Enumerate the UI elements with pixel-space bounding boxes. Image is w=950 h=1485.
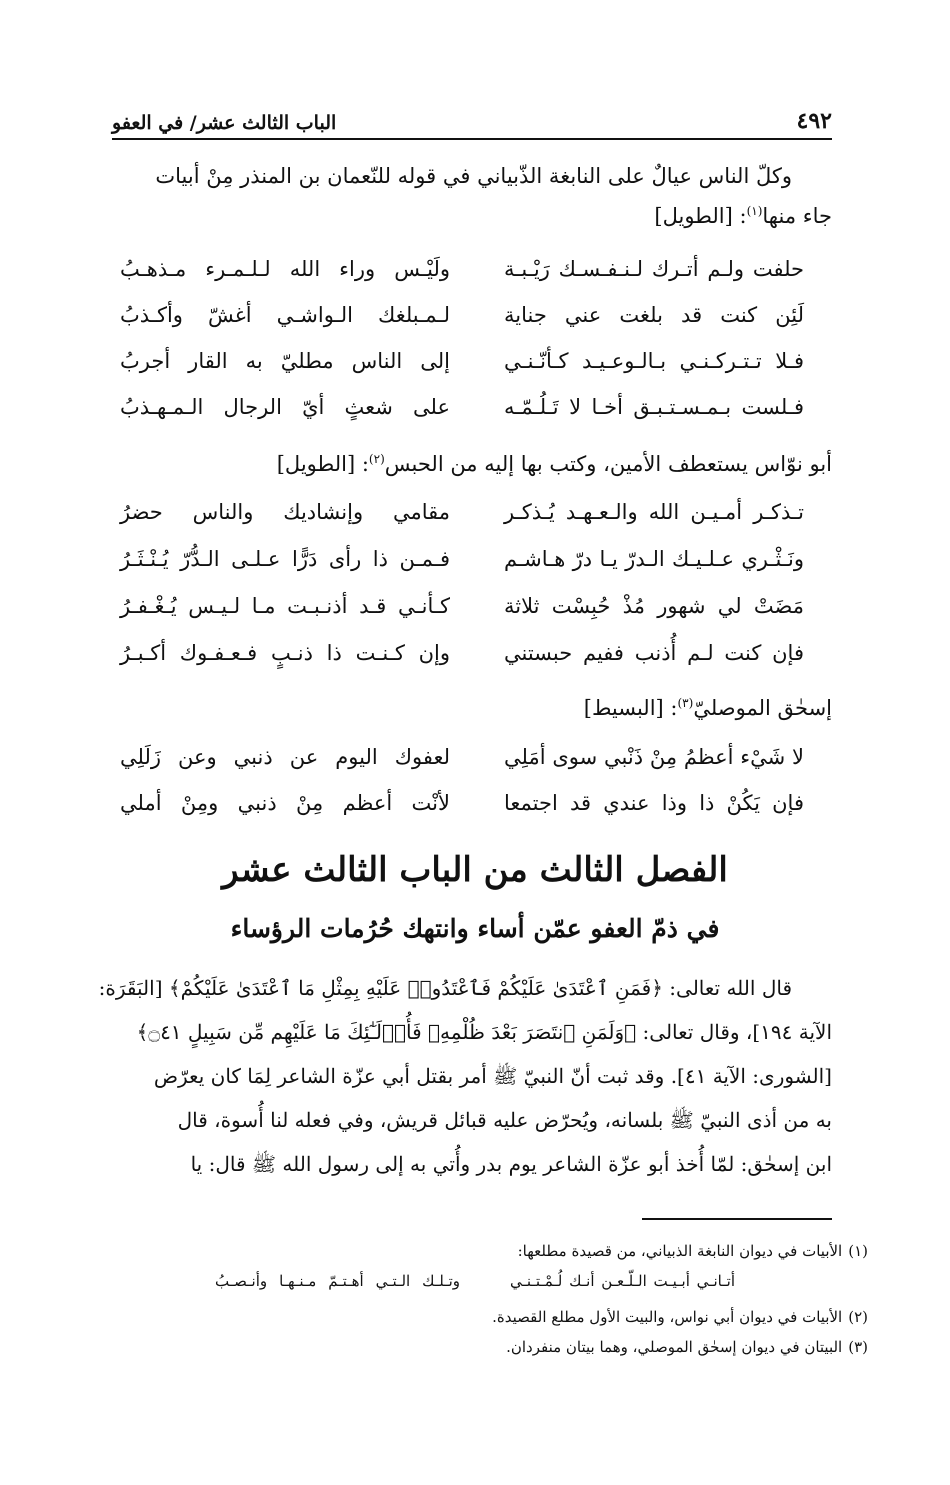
intro-line: وكلّ الناس عيالٌ على النابغة الذّبياني في قوله للنّعمان بن المنذر مِنْ أبيات [155, 164, 792, 188]
footnote-text: الأبيات في ديوان النابغة الذبياني، من قصيدة مطلعها: [517, 1242, 843, 1260]
verse-line [120, 594, 832, 640]
second-hemistich: وتـلـك الـتـي أهـتـمّ مـنـهـا وأنـصـبُ [215, 1272, 460, 1290]
footnote-ref[interactable]: (٢) [368, 452, 385, 466]
section-title: الفصل الثالث من الباب الثالث عشر [222, 850, 728, 890]
meter-label: : [الطويل] [654, 204, 747, 228]
footnote-ref[interactable]: (١) [746, 204, 763, 218]
verse-line [120, 257, 832, 303]
meter-label: : [البسيط] [583, 696, 678, 720]
footnote-number: (١) [848, 1242, 868, 1260]
first-hemistich: فـلا تـتـركـنـي بـالـوعـيـد كـأنّـنـي [504, 349, 804, 373]
footnote-number: (٢) [848, 1308, 868, 1326]
second-hemistich: مقامي وإنشاديك والناس حضرُ [120, 500, 450, 524]
meter-label: : [الطويل] [276, 452, 369, 476]
footnote-verse [215, 1272, 735, 1298]
first-hemistich: فإن يَكُنْ ذا وذا عندي قد اجتمعا [504, 791, 804, 815]
footnote-divider [642, 1218, 832, 1220]
second-hemistich: كـأنـي قـد أذنـبـت مـا لـيـس يُـغْـفـرُ [120, 594, 450, 618]
first-hemistich: أتـانـي أبـيـت الـلّـعـن أنـك لُـمْـتـنـي [510, 1272, 735, 1290]
body-text: قال الله تعالى: [662, 976, 792, 1000]
second-hemistich: على شعثٍ أيّ الرجال الـمـهـذبُ [120, 395, 450, 419]
second-hemistich: إلى الناس مطليّ به القار أجربُ [120, 349, 450, 373]
page-number: ٤٩٢ [796, 108, 832, 134]
footnote-3 [118, 1334, 868, 1360]
body-line [98, 966, 832, 1010]
first-hemistich: لَئِن كنت قد بلغت عني جناية [504, 303, 804, 327]
section-subtitle: في ذمّ العفو عمّن أساء وانتهك حُرُمات الرؤساء [230, 914, 720, 943]
intro-paragraph-2 [120, 444, 832, 484]
second-hemistich: لعفوك اليوم عن ذنبي وعن زَلَلِي [120, 745, 450, 769]
verse-line [120, 745, 832, 791]
quran-verse: ﴿وَلَمَنِ ٱنتَصَرَ بَعْدَ ظُلْمِهِۦ فَأُو۟لَـٰٓئِكَ مَا عَلَيْهِم مِّن سَبِيلٍ ۝٤١﴾ [136, 1020, 637, 1044]
footnote-text: البيتان في ديوان إسحٰق الموصلي، وهما بيتان منفردان. [506, 1338, 843, 1356]
verse-line [120, 641, 832, 687]
second-hemistich: ولَيْـس وراء الله لـلـمـرء مـذهـبُ [120, 257, 450, 281]
footnote-1 [118, 1238, 868, 1264]
running-header [112, 98, 832, 140]
chapter-title: الباب الثالث عشر/ في العفو [112, 112, 337, 134]
intro-text: أبو نوّاس يستعطف الأمين، وكتب بها إليه من الحبس [384, 452, 832, 476]
verse-line [120, 547, 832, 593]
body-line: [الشورى: الآية ٤١]. وقد ثبت أنّ النبيّ ﷺ أمر بقتل أبي عزّة الشاعر لِمَا كان يعرّض [153, 1064, 832, 1088]
intro-line [120, 196, 832, 236]
body-text: الآية ١٩٤]، وقال تعالى: [636, 1020, 832, 1044]
verse-line [120, 395, 832, 441]
intro-text: جاء منها [762, 204, 832, 228]
first-hemistich: حلفت ولـم أتـرك لـنـفـسـك رَيْـبـة [504, 257, 804, 281]
verse-line [120, 791, 832, 837]
body-paragraph [98, 966, 832, 1186]
first-hemistich: تـذكـر أمـيـن الله والـعـهـد يُـذكـر [504, 500, 804, 524]
intro-paragraph-3 [120, 688, 832, 728]
second-hemistich: وإن كـنـت ذا ذنـبٍ فـعـفـوك أكـبـرُ [120, 641, 450, 665]
verse-line [120, 349, 832, 395]
second-hemistich: لأنْت أعظم مِنْ ذنبي ومِنْ أملي [120, 791, 450, 815]
verse-line [120, 500, 832, 546]
intro-paragraph-1 [120, 156, 832, 236]
verse-line [120, 303, 832, 349]
quran-verse: ﴿فَمَنِ ٱعْتَدَىٰ عَلَيْكُمْ فَٱعْتَدُوا۟ عَلَيْهِ بِمِثْلِ مَا ٱعْتَدَىٰ عَلَيْكُمْ﴾ [168, 976, 663, 1000]
body-line: ابن إسحٰق: لمّا أُخذ أبو عزّة الشاعر يوم بدر وأُتي به إلى رسول الله ﷺ قال: يا [190, 1152, 832, 1176]
second-hemistich: فـمـن ذا رأى دَرًّا عـلـى الـدُّرّ يُـنْـثَـرُ [120, 547, 450, 571]
first-hemistich: فـلست بـمـسـتـبـق أخـا لا تَـلُـمّـه [504, 395, 804, 419]
footnote-text: الأبيات في ديوان أبي نواس، والبيت الأول مطلع القصيدة. [492, 1308, 843, 1326]
intro-text: إسحٰق الموصليّ [693, 696, 832, 720]
first-hemistich: لا شَيْء أعظمُ مِنْ ذَنْبي سوى أمَلِي [504, 745, 804, 769]
first-hemistich: ونَـثْـري عـلـيـك الـدرّ يـا درّ هـاشـم [504, 547, 804, 571]
body-line: به من أذى النبيّ ﷺ بلسانه، ويُحرّض عليه قبائل قريش، وفي فعله لنا أُسوة، قال [177, 1108, 832, 1132]
body-line [120, 1010, 832, 1054]
footnote-number: (٣) [848, 1338, 868, 1356]
second-hemistich: لـمـبلغك الـواشـي أغشّ وأكـذبُ [120, 303, 450, 327]
body-text: [البَقَرَة: [98, 976, 169, 1000]
footnote-2 [118, 1304, 868, 1330]
first-hemistich: فإن كنت لـم أُذنب ففيم حبستني [504, 641, 804, 665]
footnote-ref[interactable]: (٣) [677, 696, 694, 710]
first-hemistich: مَضَتْ لي شهور مُذْ حُبِسْت ثلاثة [504, 594, 804, 618]
